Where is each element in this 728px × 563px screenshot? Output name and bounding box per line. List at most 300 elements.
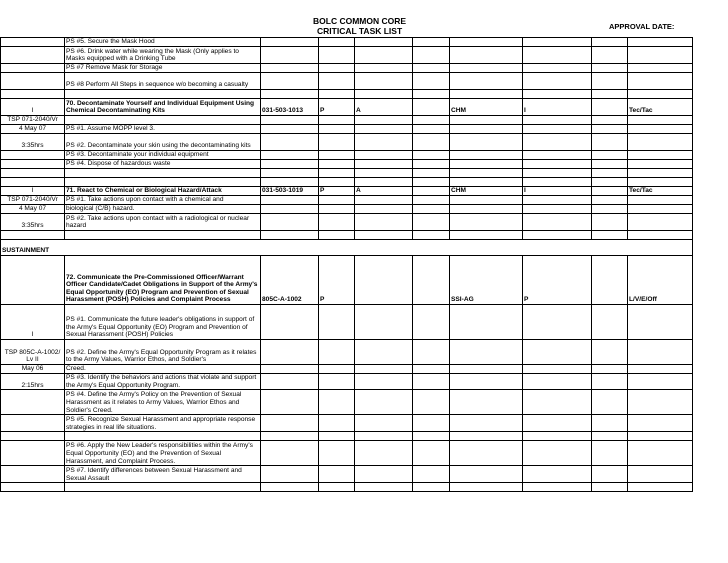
table-cell — [319, 125, 355, 134]
table-cell — [523, 340, 592, 365]
table-cell: PS #2. Define the Army's Equal Opportunity Program as it relates to the Army Values, Warrior Ethos, and Soldier's — [65, 340, 261, 365]
table-cell — [450, 90, 523, 99]
table-cell — [592, 169, 628, 178]
table-cell: PS #6. Apply the New Leader's responsibilities within the Army's Equal Opportunity (EO) and the Prevention of Sexual Harassment, and Complaint Process. — [65, 441, 261, 466]
table-cell — [628, 374, 693, 390]
table-cell: biological (C/B) hazard. — [65, 205, 261, 214]
table-cell: 3:35hrs — [1, 214, 65, 231]
table-cell — [319, 64, 355, 73]
table-cell — [413, 390, 450, 415]
table-cell: I — [1, 187, 65, 196]
table-cell — [450, 441, 523, 466]
approval-date-label: APPROVAL DATE: — [609, 22, 675, 31]
table-cell — [450, 160, 523, 169]
table-cell — [65, 169, 261, 178]
table-cell — [523, 214, 592, 231]
table-cell: A — [355, 187, 413, 196]
table-cell — [592, 151, 628, 160]
table-cell — [628, 64, 693, 73]
table-cell — [65, 231, 261, 240]
table-cell — [261, 90, 319, 99]
table-cell — [1, 441, 65, 466]
table-cell — [592, 214, 628, 231]
table-cell: 2:15hrs — [1, 374, 65, 390]
table-cell — [355, 214, 413, 231]
table-cell — [592, 231, 628, 240]
table-cell — [592, 90, 628, 99]
table-cell — [355, 466, 413, 483]
table-cell — [523, 432, 592, 441]
table-cell: I — [1, 99, 65, 116]
table-cell — [261, 231, 319, 240]
table-cell: PS #7. Identify differences between Sexual Harassment and Sexual Assault — [65, 466, 261, 483]
table-cell — [523, 160, 592, 169]
table-cell — [523, 151, 592, 160]
table-cell — [355, 73, 413, 90]
table-cell: PS #4. Define the Army's Policy on the Prevention of Sexual Harassment as it relates to Army Values, Warrior Ethos and Soldier's Creed. — [65, 390, 261, 415]
table-cell — [592, 305, 628, 340]
table-cell — [628, 125, 693, 134]
table-cell — [592, 390, 628, 415]
table-cell — [628, 196, 693, 205]
table-cell — [1, 256, 65, 305]
table-cell — [628, 116, 693, 125]
table-cell — [319, 196, 355, 205]
table-cell — [319, 160, 355, 169]
table-cell — [523, 441, 592, 466]
table-cell — [628, 340, 693, 365]
table-cell — [261, 196, 319, 205]
table-cell — [413, 196, 450, 205]
table-cell — [319, 390, 355, 415]
table-cell — [450, 38, 523, 47]
table-cell — [261, 432, 319, 441]
table-cell: PS #8 Perform All Steps in sequence w/o becoming a casualty — [65, 73, 261, 90]
table-cell — [523, 466, 592, 483]
table-cell — [523, 390, 592, 415]
table-row — [1, 432, 693, 441]
table-cell: 031-503-1019 — [261, 187, 319, 196]
table-cell — [319, 116, 355, 125]
table-cell — [450, 365, 523, 374]
table-cell: 4 May 07 — [1, 205, 65, 214]
table-cell — [592, 134, 628, 151]
table-cell — [628, 441, 693, 466]
table-cell: SSI-AG — [450, 256, 523, 305]
table-cell — [450, 390, 523, 415]
table-cell — [628, 38, 693, 47]
table-cell — [413, 178, 450, 187]
doc-title: BOLC COMMON CORE — [313, 16, 407, 26]
table-cell: Creed. — [65, 365, 261, 374]
table-cell — [1, 73, 65, 90]
table-cell — [355, 340, 413, 365]
table-cell — [450, 178, 523, 187]
table-cell — [319, 214, 355, 231]
table-cell — [628, 73, 693, 90]
table-cell — [319, 466, 355, 483]
table-cell — [355, 90, 413, 99]
table-cell — [592, 38, 628, 47]
table-row — [1, 466, 693, 483]
table-row — [1, 99, 693, 116]
table-cell — [261, 441, 319, 466]
table-cell — [450, 483, 523, 492]
table-cell — [355, 151, 413, 160]
table-cell — [450, 415, 523, 432]
table-cell — [1, 169, 65, 178]
table-cell — [65, 116, 261, 125]
table-cell — [523, 374, 592, 390]
table-cell: P — [319, 256, 355, 305]
table-cell: PS #7 Remove Mask for Storage — [65, 64, 261, 73]
table-cell — [355, 38, 413, 47]
table-row — [1, 390, 693, 415]
section-heading: SUSTAINMENT — [1, 240, 693, 256]
table-cell — [450, 214, 523, 231]
table-cell: PS #1. Take actions upon contact with a chemical and — [65, 196, 261, 205]
table-cell — [413, 214, 450, 231]
table-cell — [65, 432, 261, 441]
table-cell — [413, 169, 450, 178]
table-cell — [1, 483, 65, 492]
table-cell — [319, 441, 355, 466]
table-cell — [592, 116, 628, 125]
table-cell: 031-503-1013 — [261, 99, 319, 116]
table-cell — [628, 466, 693, 483]
table-cell — [628, 214, 693, 231]
table-cell — [450, 196, 523, 205]
table-cell — [355, 169, 413, 178]
table-row — [1, 415, 693, 432]
table-cell — [523, 134, 592, 151]
table-cell — [355, 365, 413, 374]
table-cell — [355, 205, 413, 214]
table-cell — [523, 231, 592, 240]
table-cell — [413, 256, 450, 305]
table-cell — [628, 178, 693, 187]
table-cell: PS #5. Recognize Sexual Harassment and appropriate response strategies in real life situations. — [65, 415, 261, 432]
table-cell — [261, 116, 319, 125]
table-cell — [413, 64, 450, 73]
table-cell — [1, 90, 65, 99]
table-row — [1, 340, 693, 365]
table-cell — [413, 441, 450, 466]
table-cell — [450, 125, 523, 134]
table-cell — [1, 466, 65, 483]
table-cell — [65, 178, 261, 187]
table-cell — [261, 466, 319, 483]
table-cell: 3:35hrs — [1, 134, 65, 151]
table-row — [1, 256, 693, 305]
table-cell — [319, 151, 355, 160]
table-row — [1, 47, 693, 64]
table-cell — [319, 374, 355, 390]
table-cell: PS #2. Decontaminate your skin using the decontaminating kits — [65, 134, 261, 151]
table-cell: PS #5. Secure the Mask Hood — [65, 38, 261, 47]
table-cell: PS #2. Take actions upon contact with a radiological or nuclear hazard — [65, 214, 261, 231]
table-cell — [450, 466, 523, 483]
table-row — [1, 214, 693, 231]
table-cell — [355, 231, 413, 240]
table-cell — [628, 432, 693, 441]
table-cell: PS #1. Assume MOPP level 3. — [65, 125, 261, 134]
table-cell: PS #1. Communicate the future leader's obligations in support of the Army's Equal Opportunity (EO) Program and Prevention of Sexual Harassment (POSH) Policies — [65, 305, 261, 340]
table-cell — [523, 483, 592, 492]
table-cell — [628, 205, 693, 214]
table-cell — [592, 432, 628, 441]
table-cell — [523, 305, 592, 340]
table-cell — [261, 390, 319, 415]
table-cell — [592, 99, 628, 116]
table-cell — [450, 432, 523, 441]
table-cell: I — [523, 187, 592, 196]
table-cell — [523, 125, 592, 134]
table-cell — [413, 151, 450, 160]
table-cell — [592, 47, 628, 64]
table-cell — [319, 38, 355, 47]
table-cell — [65, 90, 261, 99]
table-cell — [1, 160, 65, 169]
table-row — [1, 483, 693, 492]
table-cell — [319, 365, 355, 374]
table-cell — [592, 205, 628, 214]
table-cell — [413, 47, 450, 64]
table-cell — [523, 415, 592, 432]
table-cell: Tec/Tac — [628, 99, 693, 116]
table-cell — [523, 47, 592, 64]
table-cell — [413, 125, 450, 134]
table-cell — [413, 116, 450, 125]
table-cell: A — [355, 99, 413, 116]
table-cell — [592, 483, 628, 492]
table-cell — [413, 160, 450, 169]
table-cell — [628, 90, 693, 99]
table-cell: 4 May 07 — [1, 125, 65, 134]
table-cell — [592, 415, 628, 432]
table-row — [1, 305, 693, 340]
table-cell — [592, 73, 628, 90]
table-cell — [413, 466, 450, 483]
table-cell — [450, 169, 523, 178]
table-cell — [523, 365, 592, 374]
table-cell — [413, 432, 450, 441]
table-cell — [450, 151, 523, 160]
section-row — [1, 240, 693, 256]
table-cell — [450, 231, 523, 240]
table-cell — [355, 134, 413, 151]
table-cell — [450, 305, 523, 340]
table-cell — [319, 432, 355, 441]
table-cell — [261, 151, 319, 160]
table-cell — [355, 415, 413, 432]
doc-subtitle: CRITICAL TASK LIST — [317, 26, 403, 36]
table-row — [1, 365, 693, 374]
table-cell — [1, 432, 65, 441]
table-cell: PS #3. Identify the behaviors and actions that violate and support the Army's Equal Opportunity Program. — [65, 374, 261, 390]
table-cell — [523, 116, 592, 125]
table-cell — [355, 160, 413, 169]
table-cell — [628, 47, 693, 64]
table-row — [1, 73, 693, 90]
table-cell — [1, 390, 65, 415]
table-cell: CHM — [450, 99, 523, 116]
table-cell — [450, 73, 523, 90]
table-cell: TSP 071-2040/Vr — [1, 196, 65, 205]
table-cell — [592, 160, 628, 169]
table-cell — [592, 196, 628, 205]
table-cell: PS #4. Dispose of hazardous waste — [65, 160, 261, 169]
table-cell: TSP 805C-A-1002/ Lv II — [1, 340, 65, 365]
table-cell — [523, 169, 592, 178]
table-row — [1, 116, 693, 125]
table-cell — [523, 73, 592, 90]
table-cell — [413, 374, 450, 390]
table-cell — [592, 374, 628, 390]
table-row — [1, 38, 693, 47]
table-cell — [450, 205, 523, 214]
table-cell — [413, 340, 450, 365]
table-cell — [355, 47, 413, 64]
table-cell — [592, 187, 628, 196]
task-table — [0, 37, 693, 492]
table-cell — [523, 38, 592, 47]
table-cell — [319, 205, 355, 214]
table-cell — [355, 390, 413, 415]
table-cell — [355, 64, 413, 73]
table-cell — [628, 390, 693, 415]
table-row — [1, 441, 693, 466]
table-cell — [450, 340, 523, 365]
table-cell — [413, 73, 450, 90]
table-cell — [413, 38, 450, 47]
table-row — [1, 134, 693, 151]
table-cell — [261, 365, 319, 374]
table-cell — [319, 415, 355, 432]
table-cell — [592, 125, 628, 134]
table-cell: TSP 071-2040/Vr — [1, 116, 65, 125]
table-cell — [523, 64, 592, 73]
table-cell — [413, 187, 450, 196]
table-cell — [592, 466, 628, 483]
table-cell — [523, 205, 592, 214]
table-cell — [628, 151, 693, 160]
table-cell — [261, 305, 319, 340]
table-cell — [628, 415, 693, 432]
table-cell — [355, 116, 413, 125]
table-cell — [628, 305, 693, 340]
table-cell: I — [523, 99, 592, 116]
table-cell — [355, 256, 413, 305]
table-cell — [413, 205, 450, 214]
table-cell — [261, 214, 319, 231]
table-cell: Tec/Tac — [628, 187, 693, 196]
table-cell — [1, 231, 65, 240]
table-cell — [413, 365, 450, 374]
table-cell — [592, 64, 628, 73]
table-cell — [1, 38, 65, 47]
table-cell — [628, 365, 693, 374]
table-cell — [592, 340, 628, 365]
table-cell — [1, 415, 65, 432]
table-cell — [523, 178, 592, 187]
table-cell — [319, 47, 355, 64]
table-cell — [319, 178, 355, 187]
table-cell: P — [319, 187, 355, 196]
table-cell — [319, 305, 355, 340]
table-cell — [450, 116, 523, 125]
table-cell — [413, 231, 450, 240]
table-cell — [450, 47, 523, 64]
table-cell — [523, 90, 592, 99]
table-cell: 805C-A-1002 — [261, 256, 319, 305]
table-cell — [1, 64, 65, 73]
table-cell — [355, 125, 413, 134]
table-cell — [261, 415, 319, 432]
table-cell — [628, 483, 693, 492]
table-cell — [592, 256, 628, 305]
table-cell — [261, 38, 319, 47]
table-cell — [413, 305, 450, 340]
table-cell — [450, 64, 523, 73]
table-cell — [319, 231, 355, 240]
table-cell — [319, 134, 355, 151]
table-row — [1, 205, 693, 214]
table-cell: 71. React to Chemical or Biological Hazard/Attack — [65, 187, 261, 196]
table-cell: P — [523, 256, 592, 305]
table-cell — [261, 374, 319, 390]
table-row — [1, 125, 693, 134]
table-cell — [413, 90, 450, 99]
table-cell — [413, 483, 450, 492]
table-cell — [523, 196, 592, 205]
table-cell — [1, 47, 65, 64]
table-row — [1, 64, 693, 73]
table-cell — [1, 151, 65, 160]
table-cell — [261, 64, 319, 73]
table-cell — [355, 374, 413, 390]
table-cell — [319, 169, 355, 178]
table-row — [1, 374, 693, 390]
table-cell: PS #3. Decontaminate your individual equipment — [65, 151, 261, 160]
table-cell — [413, 134, 450, 151]
table-row — [1, 178, 693, 187]
table-cell: CHM — [450, 187, 523, 196]
table-cell — [355, 432, 413, 441]
table-cell — [450, 134, 523, 151]
table-cell — [628, 134, 693, 151]
table-cell — [592, 441, 628, 466]
table-cell — [65, 483, 261, 492]
table-cell — [355, 305, 413, 340]
table-cell: L/V/E/Off — [628, 256, 693, 305]
table-cell — [261, 483, 319, 492]
table-cell — [261, 340, 319, 365]
table-cell — [319, 340, 355, 365]
table-cell — [450, 374, 523, 390]
table-row — [1, 151, 693, 160]
table-cell — [355, 178, 413, 187]
table-cell: I — [1, 305, 65, 340]
table-cell — [628, 231, 693, 240]
table-cell — [355, 483, 413, 492]
table-cell — [319, 73, 355, 90]
table-cell: PS #6. Drink water while wearing the Mask (Only applies to Masks equipped with a Drinking Tube — [65, 47, 261, 64]
table-cell — [355, 441, 413, 466]
table-cell — [261, 178, 319, 187]
table-cell — [319, 483, 355, 492]
table-cell: 72. Communicate the Pre-Commissioned Officer/Warrant Officer Candidate/Cadet Obligations in Support of the Army's Equal Opportunity (EO) Program and Prevention of Sexual Harassment (POSH) Policies and Complaint Process — [65, 256, 261, 305]
